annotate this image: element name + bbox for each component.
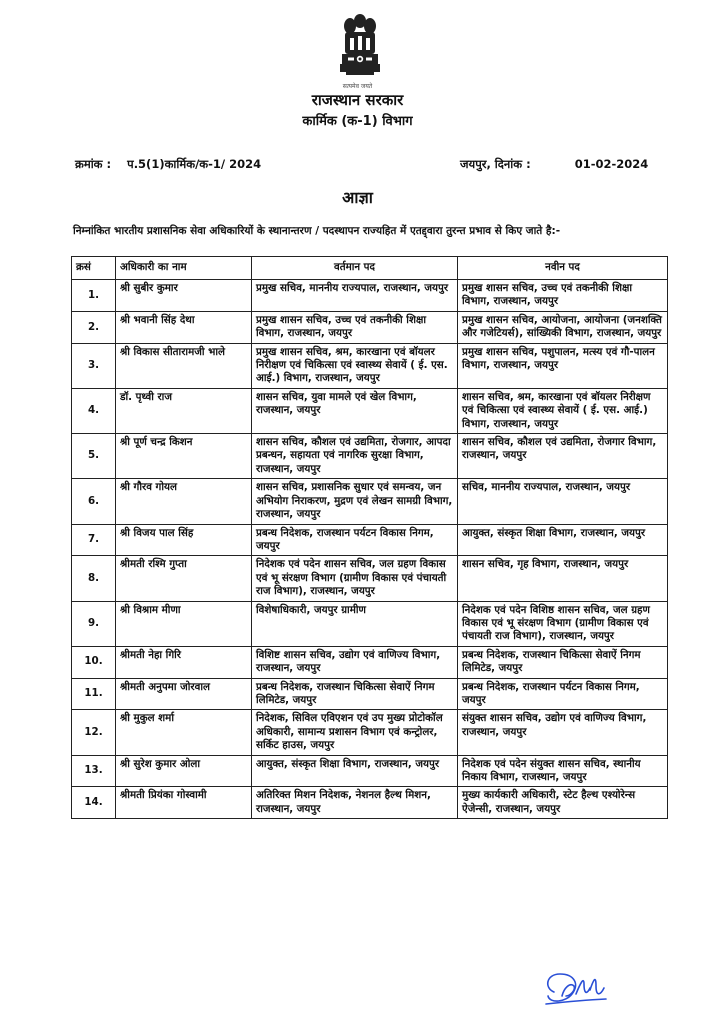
- order-title: आज्ञा: [342, 188, 373, 207]
- cell-sn: 12.: [72, 710, 116, 755]
- order-intro: निम्नांकित भारतीय प्रशासनिक सेवा अधिकारियों के स्थानान्तरण / पदस्थापन राज्यहित में एतद्द्वारा तुरन्त प्रभाव से किए जाते है:-: [73, 225, 561, 237]
- cell-sn: 14.: [72, 787, 116, 819]
- cell-current-post: प्रबन्ध निदेशक, राजस्थान चिकित्सा सेवाऐं निगम लिमिटेड, जयपुर: [252, 678, 458, 710]
- cell-sn: 1.: [72, 280, 116, 312]
- cell-sn: 3.: [72, 343, 116, 388]
- cell-name: श्रीमती अनुपमा जोरवाल: [116, 678, 252, 710]
- cell-name: श्री सुरेश कुमार ओला: [116, 755, 252, 787]
- cell-new-post: प्रबन्ध निदेशक, राजस्थान पर्यटन विकास निगम, जयपुर: [458, 678, 668, 710]
- cell-new-post: मुख्य कार्यकारी अधिकारी, स्टेट हैल्थ एश्योरेन्स ऐजेन्सी, राजस्थान, जयपुर: [458, 787, 668, 819]
- order-date: 01-02-2024: [574, 157, 649, 171]
- signature-icon: [540, 966, 610, 1010]
- cell-current-post: अतिरिक्त मिशन निदेशक, नेशनल हैल्थ मिशन, राजस्थान, जयपुर: [252, 787, 458, 819]
- cell-name: श्री विजय पाल सिंह: [116, 524, 252, 556]
- table-row: [72, 388, 668, 433]
- cell-new-post: प्रमुख शासन सचिव, उच्च एवं तकनीकी शिक्षा विभाग, राजस्थान, जयपुर: [458, 280, 668, 312]
- cell-sn: 10.: [72, 646, 116, 678]
- cell-current-post: शासन सचिव, युवा मामले एवं खेल विभाग, राजस्थान, जयपुर: [252, 388, 458, 433]
- reference-number: प.5(1)कार्मिक/क-1/ 2024: [127, 157, 262, 171]
- cell-name: श्री मुकुल शर्मा: [116, 710, 252, 755]
- table-row: [72, 479, 668, 524]
- table-row: [72, 787, 668, 819]
- cell-sn: 4.: [72, 388, 116, 433]
- cell-current-post: प्रबन्ध निदेशक, राजस्थान पर्यटन विकास निगम, जयपुर: [252, 524, 458, 556]
- table-row: [72, 434, 668, 479]
- cell-sn: 5.: [72, 434, 116, 479]
- cell-name: श्रीमती प्रियंका गोस्वामी: [116, 787, 252, 819]
- table-row: [72, 755, 668, 787]
- cell-new-post: प्रमुख शासन सचिव, आयोजना, आयोजना (जनशक्ति और गजेटियर्स), सांख्यिकी विभाग, राजस्थान, जयपुर: [458, 311, 668, 343]
- cell-sn: 2.: [72, 311, 116, 343]
- department-name: कार्मिक (क-1) विभाग: [302, 114, 413, 129]
- cell-sn: 11.: [72, 678, 116, 710]
- cell-sn: 6.: [72, 479, 116, 524]
- table-row: [72, 524, 668, 556]
- cell-name: श्री विकास सीतारामजी भाले: [116, 343, 252, 388]
- table-row: [72, 601, 668, 646]
- cell-name: श्री गौरव गोयल: [116, 479, 252, 524]
- cell-current-post: प्रमुख शासन सचिव, उच्च एवं तकनीकी शिक्षा विभाग, राजस्थान, जयपुर: [252, 311, 458, 343]
- table-row: [72, 556, 668, 601]
- cell-current-post: आयुक्त, संस्कृत शिक्षा विभाग, राजस्थान, जयपुर: [252, 755, 458, 787]
- cell-current-post: निदेशक एवं पदेन शासन सचिव, जल ग्रहण विकास एवं भू संरक्षण विभाग (ग्रामीण विकास एवं पंचायती राज विभाग), राजस्थान, जयपुर: [252, 556, 458, 601]
- header-new-post: नवीन पद: [458, 257, 668, 280]
- table-row: [72, 343, 668, 388]
- table-header-row: [72, 257, 668, 280]
- cell-new-post: सचिव, माननीय राज्यपाल, राजस्थान, जयपुर: [458, 479, 668, 524]
- cell-current-post: प्रमुख शासन सचिव, श्रम, कारखाना एवं बॉयलर निरीक्षण एवं चिकित्सा एवं स्वास्थ्य सेवायें ( ई. एस. आई.) विभाग, राजस्थान, जयपुर: [252, 343, 458, 388]
- transfer-table: [71, 256, 668, 819]
- cell-name: श्री पूर्ण चन्द्र किशन: [116, 434, 252, 479]
- cell-new-post: शासन सचिव, गृह विभाग, राजस्थान, जयपुर: [458, 556, 668, 601]
- table-row: [72, 646, 668, 678]
- cell-current-post: प्रमुख सचिव, माननीय राज्यपाल, राजस्थान, जयपुर: [252, 280, 458, 312]
- date-block: [460, 157, 648, 172]
- cell-sn: 7.: [72, 524, 116, 556]
- cell-current-post: विशेषाधिकारी, जयपुर ग्रामीण: [252, 601, 458, 646]
- cell-new-post: प्रमुख शासन सचिव, पशुपालन, मत्स्य एवं गौ-पालन विभाग, राजस्थान, जयपुर: [458, 343, 668, 388]
- cell-sn: 9.: [72, 601, 116, 646]
- cell-name: श्री भवानी सिंह देथा: [116, 311, 252, 343]
- header-current-post: वर्तमान पद: [252, 257, 458, 280]
- table-row: [72, 678, 668, 710]
- cell-new-post: शासन सचिव, कौशल एवं उद्यमिता, रोजगार विभाग, राजस्थान, जयपुर: [458, 434, 668, 479]
- cell-name: श्री विश्राम मीणा: [116, 601, 252, 646]
- reference-label: क्रमांक :: [75, 157, 112, 171]
- cell-current-post: निदेशक, सिविल एविएशन एवं उप मुख्य प्रोटोकॉल अधिकारी, सामान्य प्रशासन विभाग एवं कन्ट्रोलर, सर्किट हाउस, जयपुर: [252, 710, 458, 755]
- cell-current-post: विशिष्ट शासन सचिव, उद्योग एवं वाणिज्य विभाग, राजस्थान, जयपुर: [252, 646, 458, 678]
- cell-current-post: शासन सचिव, प्रशासनिक सुधार एवं समन्वय, जन अभियोग निराकरण, मुद्रण एवं लेखन सामग्री विभाग, राजस्थान, जयपुर: [252, 479, 458, 524]
- reference-number-block: [75, 157, 261, 172]
- table-row: [72, 311, 668, 343]
- table-row: [72, 710, 668, 755]
- cell-name: श्री सुबीर कुमार: [116, 280, 252, 312]
- cell-new-post: निदेशक एवं पदेन विशिष्ठ शासन सचिव, जल ग्रहण विकास एवं भू संरक्षण विभाग (ग्रामीण विकास एवं पंचायती राज विभाग), राजस्थान, जयपुर: [458, 601, 668, 646]
- cell-name: डॉ. पृथ्वी राज: [116, 388, 252, 433]
- cell-sn: 8.: [72, 556, 116, 601]
- cell-new-post: प्रबन्ध निदेशक, राजस्थान चिकित्सा सेवाऐं निगम लिमिटेड, जयपुर: [458, 646, 668, 678]
- cell-current-post: शासन सचिव, कौशल एवं उद्यमिता, रोजगार, आपदा प्रबन्धन, सहायता एवं नागरिक सुरक्षा विभाग, राजस्थान, जयपुर: [252, 434, 458, 479]
- cell-new-post: शासन सचिव, श्रम, कारखाना एवं बॉयलर निरीक्षण एवं चिकित्सा एवं स्वास्थ्य सेवायें ( ई. एस. आई.) विभाग, राजस्थान, जयपुर: [458, 388, 668, 433]
- government-name: राजस्थान सरकार: [311, 91, 404, 109]
- state-emblem-icon: [336, 12, 384, 82]
- place-date-label: जयपुर, दिनांक :: [460, 157, 531, 171]
- header-name: अधिकारी का नाम: [116, 257, 252, 280]
- cell-name: श्रीमती नेहा गिरि: [116, 646, 252, 678]
- cell-new-post: संयुक्त शासन सचिव, उद्योग एवं वाणिज्य विभाग, राजस्थान, जयपुर: [458, 710, 668, 755]
- emblem-motto: सत्यमेव जयते: [342, 83, 373, 90]
- cell-sn: 13.: [72, 755, 116, 787]
- header-sn: क्रसं: [72, 257, 116, 280]
- cell-new-post: आयुक्त, संस्कृत शिक्षा विभाग, राजस्थान, जयपुर: [458, 524, 668, 556]
- cell-name: श्रीमती रश्मि गुप्ता: [116, 556, 252, 601]
- table-row: [72, 280, 668, 312]
- cell-new-post: निदेशक एवं पदेन संयुक्त शासन सचिव, स्थानीय निकाय विभाग, राजस्थान, जयपुर: [458, 755, 668, 787]
